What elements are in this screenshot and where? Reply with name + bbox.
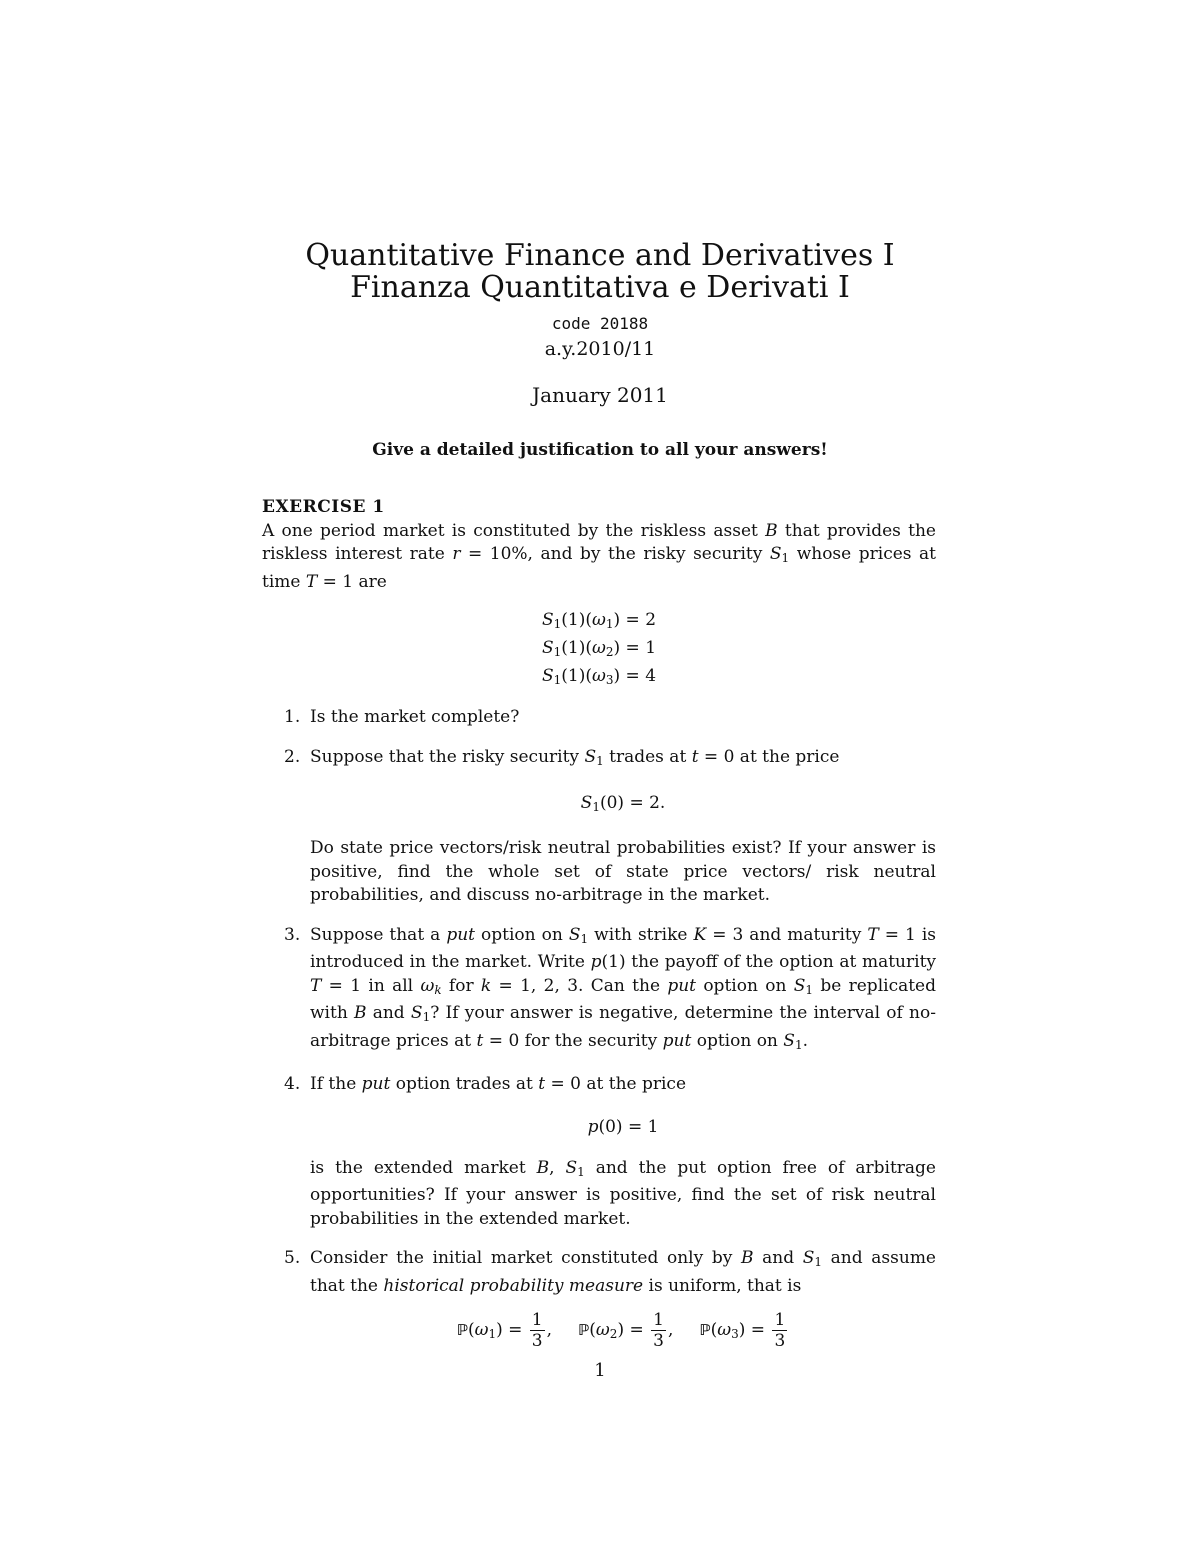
course-title-english: Quantitative Finance and Derivatives I [305, 238, 895, 273]
question-4: 4. If the put option trades at t = 0 at the price p(0) = 1 is the extended market B, $S_1$ and the put option free of arbitrage opportunities? If your answer is positive, find the set of risk neutral probabilities in the extended market. [284, 1074, 936, 1229]
question-number: 4. [284, 1074, 301, 1094]
exercise-intro: A one period market is constituted by the riskless asset B that provides the riskless interest rate r = 10%, and by the risky security $S_1$ whose prices at time T = 1 are [262, 520, 936, 592]
question-number: 2. [284, 746, 301, 767]
question-1: 1. Is the market complete? [262, 706, 936, 730]
exam-date: January 2011 [532, 383, 668, 407]
page-number: 1 [594, 1360, 606, 1381]
prob-omega-3: $ℙ(\omega_3)$ = $\frac{1}{3}$ [699, 1310, 786, 1351]
exam-instruction: Give a detailed justification to all your answers! [372, 440, 828, 460]
initial-price-equation: $S_1(0) = 2$. [580, 793, 666, 814]
course-code: code 20188 [551, 314, 649, 333]
question-number: 5. [284, 1248, 301, 1268]
title-block [0, 240, 1200, 462]
academic-year: a.y.2010/11 [544, 338, 656, 360]
question-number: 1. [284, 707, 301, 727]
prob-omega-2: $ℙ(\omega_2)$ = $\frac{1}{3}$ , [578, 1310, 674, 1351]
payoff-omega-1: $S_1(1)(\omega_1) = 2$ [541, 610, 657, 631]
question-2: 2. Suppose that the risky security $S_1$ trades at t = 0 at the price $S_1(0) = 2$. Do state price vectors/risk neutral probabilities exist? If your answer is positive, find the whole set of state price vectors/ risk neutral probabilities, and discuss no-arbitrage in the market. [284, 746, 936, 905]
question-3: 3. Suppose that a put option on $S_1$ with strike K = 3 and maturity T = 1 is introduced in the market. Write p(1) the payoff of the option at maturity T = 1 in all $\omega_k$ for k = 1, 2, 3. Can the put option on $S_1$ be replicated with B and $S_1$? If your answer is negative, determine the interval of no-arbitrage prices at t = 0 for the security put option on $S_1$. [284, 924, 937, 1052]
payoff-omega-3: $S_1(1)(\omega_3) = 4$ [541, 666, 657, 687]
exercise-body [262, 496, 936, 1367]
payoff-equations [262, 608, 936, 692]
course-title-italian: Finanza Quantitativa e Derivati I [350, 270, 850, 305]
question-5: 5. Consider the initial market constituted only by B and $S_1$ and assume that the historical probability measure is uniform, that is $ℙ(\omega_1)$ = $\frac{1}{3}$ , $ℙ(\omega_2)$ = $\frac{1}{3}$ , $ℙ(\omega_3)$ = $\frac{1}{3}$ [284, 1248, 936, 1351]
put-price-equation: p(0) = 1 [587, 1116, 659, 1137]
exercise-heading: EXERCISE 1 [262, 497, 385, 517]
uniform-probability-equations [310, 1310, 936, 1351]
question-number: 3. [284, 924, 301, 945]
prob-omega-1: $ℙ(\omega_1)$ = $\frac{1}{3}$ , [456, 1310, 553, 1351]
question-list [262, 706, 936, 1351]
payoff-omega-2: $S_1(1)(\omega_2) = 1$ [541, 638, 657, 659]
